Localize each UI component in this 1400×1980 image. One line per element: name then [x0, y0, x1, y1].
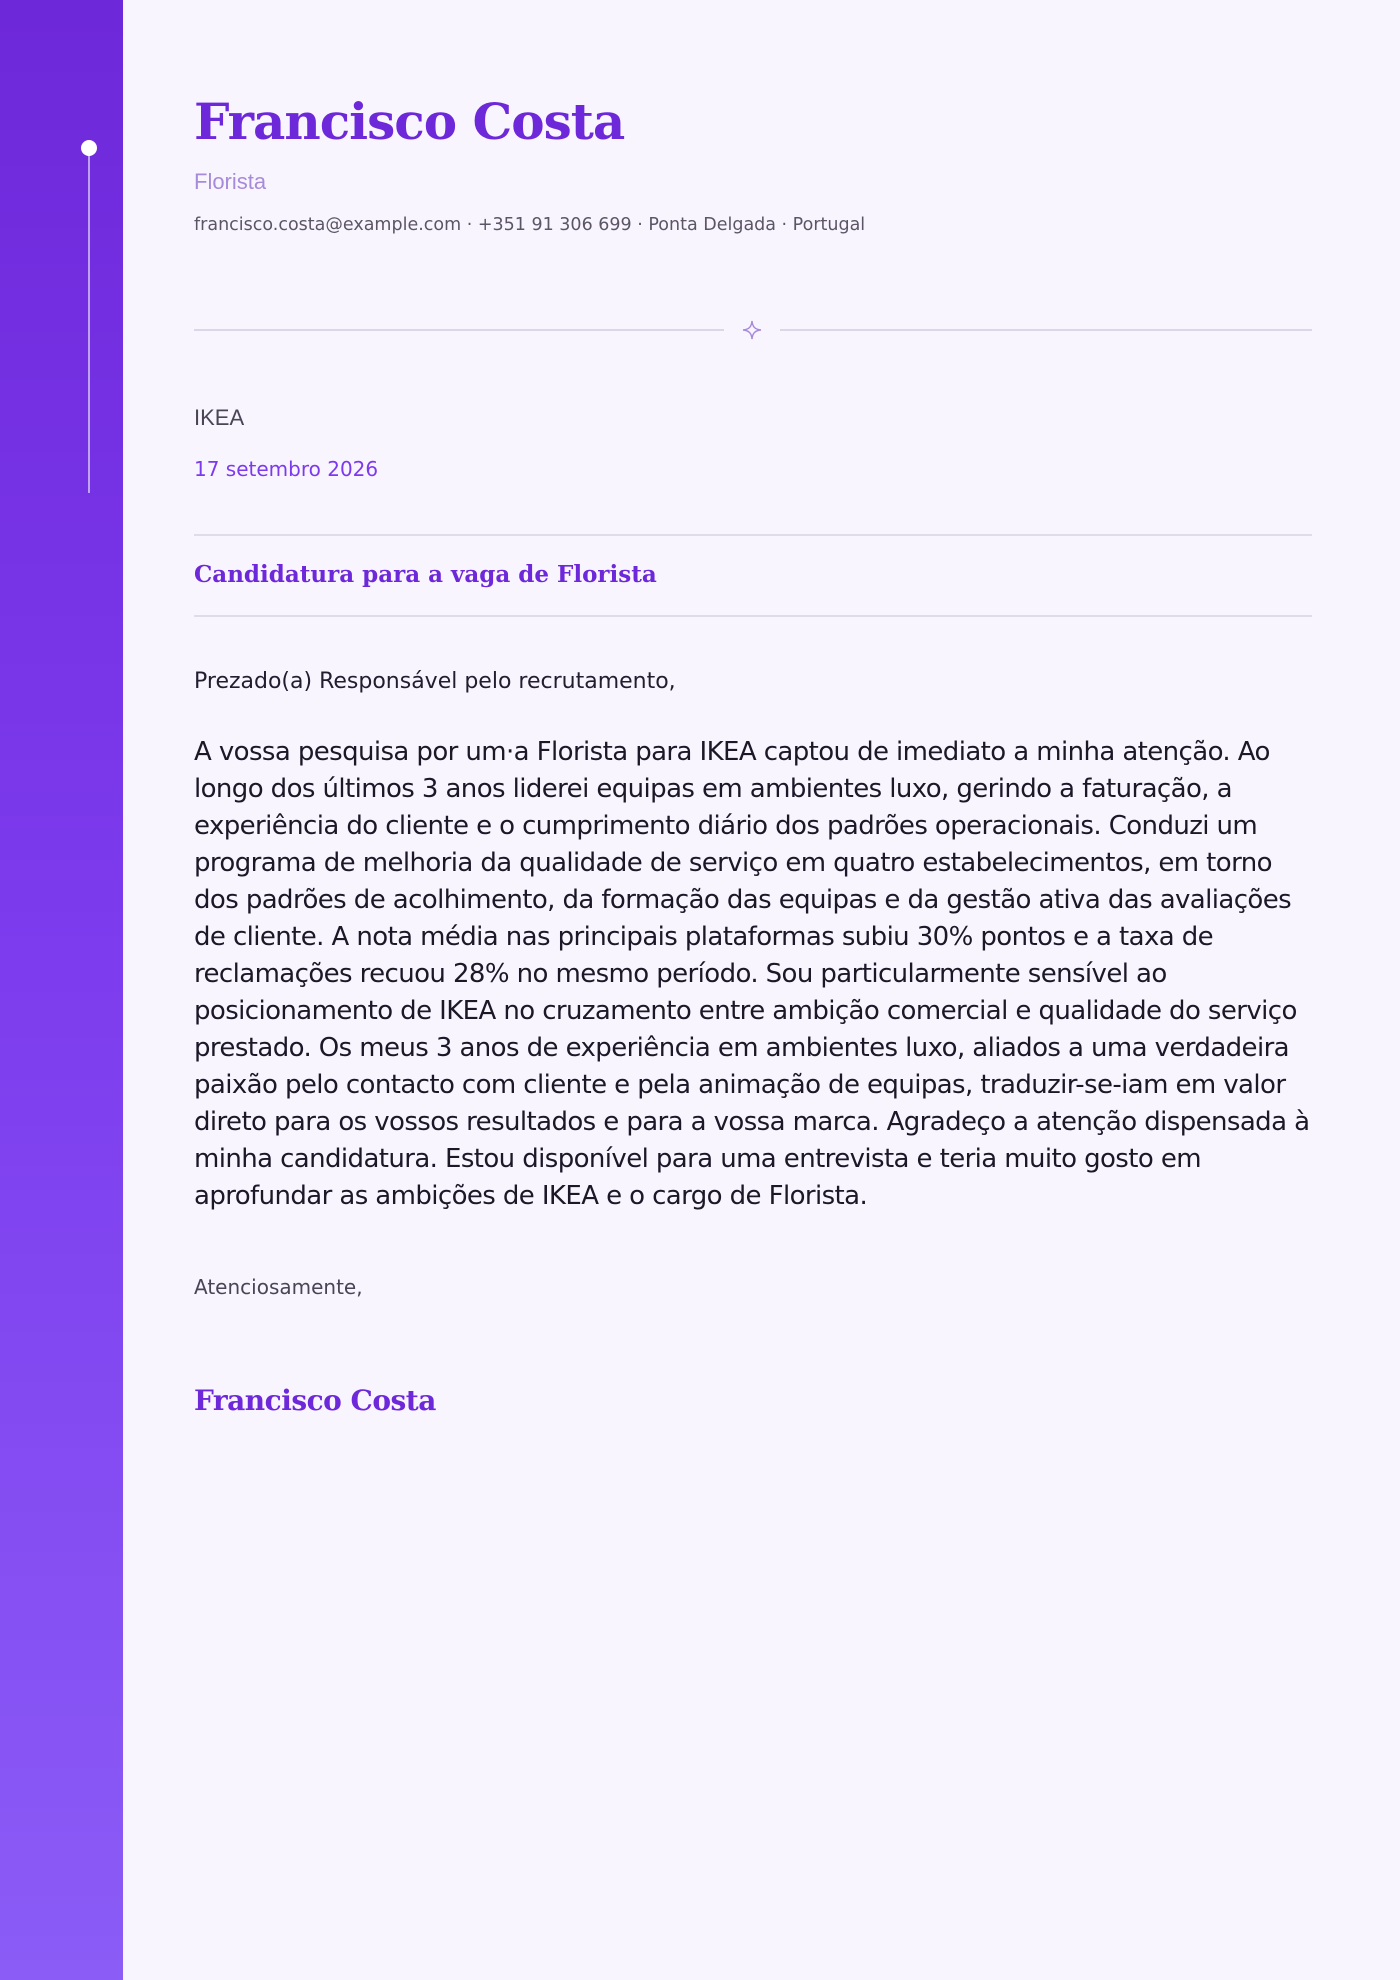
- sender-contact: francisco.costa@example.com · +351 91 306 699 · Ponta Delgada · Portugal: [194, 215, 866, 235]
- letter-subject: Candidatura para a vaga de Florista: [194, 561, 657, 588]
- recipient-company: IKEA: [194, 405, 245, 430]
- letter-body: A vossa pesquisa por um·a Florista para IKEA captou de imediato a minha atenção. Ao longo dos últimos 3 anos liderei equipas em ambientes luxo, gerindo a faturação, a experiência do cliente e o cumprimento diário dos padrões operacionais. Conduzi um programa de melhoria da qualidade de serviço em quatro estabelecimentos, em torno dos padrões de acolhimento, da formação das equipas e da gestão ativa das avaliações de cliente. A nota média nas principais plataformas subiu 30% pontos e a taxa de reclamações recuou 28% no mesmo período. Sou particularmente sensível ao posicionamento de IKEA no cruzamento entre ambição comercial e qualidade do serviço prestado. Os meus 3 anos de experiência em ambientes luxo, aliados a uma verdadeira paixão pelo contacto com cliente e pela animação de equipas, traduzir-se-iam em valor direto para os vossos resultados e para a vossa marca. Agradeço a atenção dispensada à minha candidatura. Estou disponível para uma entrevista e teria muito gosto em aprofundar as ambições de IKEA e o cargo de Florista.: [194, 737, 1310, 1211]
- divider-rule-right: [780, 329, 1312, 331]
- subject-rule-bottom: [194, 615, 1312, 617]
- letter-closing: Atenciosamente,: [194, 1275, 363, 1299]
- timeline-line: [88, 150, 90, 493]
- letter-salutation: Prezado(a) Responsável pelo recrutamento,: [194, 669, 676, 694]
- header-divider: [194, 318, 1312, 342]
- sidebar-accent: [0, 0, 123, 1980]
- divider-rule-left: [194, 329, 724, 331]
- sender-name: Francisco Costa: [194, 92, 625, 151]
- sparkle-icon: [740, 318, 764, 342]
- sender-role: Florista: [194, 169, 267, 194]
- letter-date: 17 setembro 2026: [194, 457, 379, 481]
- letter-signature: Francisco Costa: [194, 1384, 436, 1417]
- subject-rule-top: [194, 534, 1312, 536]
